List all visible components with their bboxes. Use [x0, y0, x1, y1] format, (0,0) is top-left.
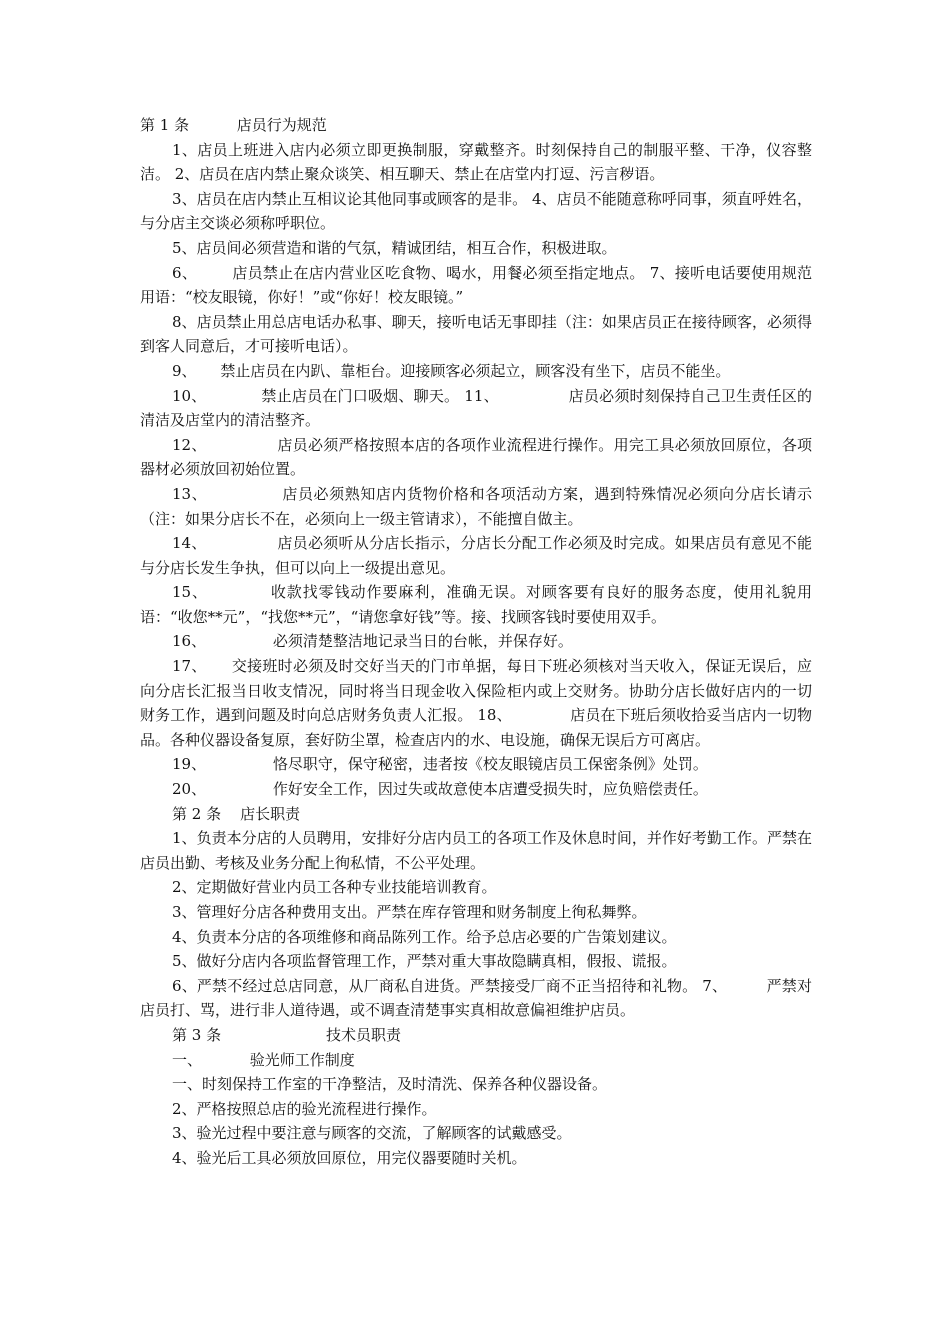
rule-item-15	[140, 580, 812, 629]
rule-item-6-text: 店员禁止在店内营业区吃食物、喝水，用餐必须至指定地点。 7、接听电话要使用规范用语：“校友眼镜，你好！”或“你好！校友眼镜。”	[140, 263, 812, 307]
rule-item-19-number: 19、	[172, 755, 207, 774]
section-3-title: 技术员职责	[326, 1025, 402, 1044]
manager-item-7-number: 7、	[702, 976, 728, 995]
manager-item-7-text: 严禁对店员打、骂，进行非人道待遇，或不调查清楚事实真相故意偏袒维护店员。	[140, 976, 812, 1020]
rule-item-12	[140, 433, 812, 482]
optometrist-item-1: 一、时刻保持工作室的干净整洁，及时清洗、保养各种仪器设备。	[172, 1075, 608, 1094]
section-3-number: 第 3 条	[172, 1025, 222, 1044]
section-2-number: 第 2 条	[172, 804, 222, 823]
rule-item-18-text: 店员在下班后须收拾妥当店内一切物品。各种仪器设备复原，套好防尘罩，检查店内的水、电设施，确保无误后方可离店。	[140, 706, 812, 749]
section-2-title: 店长职责	[240, 804, 301, 823]
manager-item-2: 2、定期做好营业内员工各种专业技能培训教育。	[172, 878, 497, 897]
section-3-heading	[140, 1023, 812, 1048]
section-3-subheading	[140, 1048, 812, 1073]
rule-item-16-number: 16、	[172, 632, 207, 651]
section-3-sub-title: 验光师工作制度	[249, 1050, 355, 1069]
section-2-heading	[140, 802, 812, 827]
manager-item-3: 3、管理好分店各种费用支出。严禁在库存管理和财务制度上徇私舞弊。	[172, 903, 647, 921]
rule-item-17-text: 交接班时必须及时交好当天的门市单据，每日下班必须核对当天收入，保证无误后，应向分店长汇报当日收支情况，同时将当日现金收入保险柜内或上交财务。协助分店长做好店内的一切财务工作，遇到问题及时向总店财务负责人汇报。	[140, 657, 812, 725]
rule-item-20-text: 作好安全工作，因过失或故意使本店遭受损失时，应负赔偿责任。	[272, 780, 708, 799]
rule-item-18-number: 18、	[477, 706, 512, 725]
manager-item-6	[140, 974, 812, 1023]
rule-item-11-text: 店员必须时刻保持自己卫生责任区的清洁及店堂内的清洁整齐。	[140, 386, 812, 430]
rule-item-9-text: 禁止店员在内趴、靠柜台。迎接顾客必须起立，顾客没有坐下，店员不能坐。	[220, 361, 731, 380]
document-page	[140, 113, 812, 1171]
rule-item-12-number: 12、	[172, 435, 207, 454]
rule-item-1: 1、店员上班进入店内必须立即更换制服，穿戴整齐。时刻保持自己的制服平整、干净，仪容整洁。 2、店员在店内禁止聚众谈笑、相互聊天、禁止在店堂内打逗、污言秽语。	[140, 140, 812, 184]
optometrist-item-3: 3、验光过程中要注意与顾客的交流，了解顾客的试戴感受。	[172, 1124, 572, 1143]
section-1-number: 第 1 条	[140, 116, 190, 134]
rule-item-14-number: 14、	[172, 534, 207, 553]
rule-item-6	[140, 261, 812, 310]
rule-item-17-number: 17、	[172, 657, 207, 676]
section-3-sub-number: 一、	[172, 1050, 203, 1069]
rule-item-13-text: 店员必须熟知店内货物价格和各项活动方案，遇到特殊情况必须向分店长请示（注：如果分店长不在，必须向上一级主管请求），不能擅自做主。	[140, 484, 812, 528]
section-1-heading	[140, 113, 812, 138]
rule-item-10	[140, 384, 812, 433]
optometrist-item-4: 4、验光后工具必须放回原位，用完仪器要随时关机。	[172, 1148, 527, 1167]
rule-item-17	[140, 654, 812, 752]
rule-item-19	[140, 752, 812, 777]
manager-item-5: 5、做好分店内各项监督管理工作，严禁对重大事故隐瞒真相，假报、谎报。	[172, 952, 677, 971]
rule-item-9-number: 9、	[172, 361, 197, 380]
section-1-title: 店员行为规范	[236, 116, 327, 134]
rule-item-9	[140, 359, 812, 384]
rule-item-13-number: 13、	[172, 484, 208, 503]
optometrist-item-2: 2、严格按照总店的验光流程进行操作。	[172, 1099, 437, 1118]
rule-item-11-number: 11、	[464, 386, 499, 405]
rule-item-5: 5、店员间必须营造和谐的气氛，精诚团结，相互合作，积极进取。	[172, 238, 617, 257]
rule-item-20-number: 20、	[172, 780, 207, 799]
manager-item-4: 4、负责本分店的各项维修和商品陈列工作。给予总店必要的广告策划建议。	[172, 927, 677, 946]
rule-item-14	[140, 531, 812, 580]
rule-item-15-text: 收款找零钱动作要麻利，准确无误。对顾客要有良好的服务态度，使用礼貌用语：“收您**元”，“找您**元”，“请您拿好钱”等。接、找顾客钱时要使用双手。	[140, 583, 812, 626]
manager-item-1: 1、负责本分店的人员聘用，安排好分店内员工的各项工作及休息时间，并作好考勤工作。严禁在店员出勤、考核及业务分配上徇私情，不公平处理。	[140, 829, 812, 872]
rule-item-20	[140, 777, 812, 802]
rule-item-12-text: 店员必须严格按照本店的各项作业流程进行操作。用完工具必须放回原位，各项器材必须放回初始位置。	[140, 435, 812, 479]
rule-item-16	[140, 629, 812, 654]
manager-item-6-text: 6、严禁不经过总店同意，从厂商私自进货。严禁接受厂商不正当招待和礼物。	[172, 976, 698, 995]
rule-item-3: 3、店员在店内禁止互相议论其他同事或顾客的是非。 4、店员不能随意称呼同事，须直呼姓名，与分店主交谈必须称呼职位。	[140, 189, 812, 233]
rule-item-15-number: 15、	[172, 583, 208, 602]
rule-item-13	[140, 482, 812, 531]
rule-item-10-text: 禁止店员在门口吸烟、聊天。	[261, 386, 460, 405]
rule-item-6-number: 6、	[172, 263, 198, 282]
rule-item-19-text: 恪尽职守，保守秘密，违者按《校友眼镜店员工保密条例》处罚。	[272, 755, 708, 774]
rule-item-8: 8、店员禁止用总店电话办私事、聊天，接听电话无事即挂（注：如果店员正在接待顾客，必须得到客人同意后，才可接听电话）。	[140, 312, 812, 356]
rule-item-16-text: 必须清楚整洁地记录当日的台帐，并保存好。	[272, 632, 573, 651]
rule-item-14-text: 店员必须听从分店长指示，分店长分配工作必须及时完成。如果店员有意见不能与分店长发生争执，但可以向上一级提出意见。	[140, 534, 812, 577]
rule-item-10-number: 10、	[172, 386, 207, 405]
